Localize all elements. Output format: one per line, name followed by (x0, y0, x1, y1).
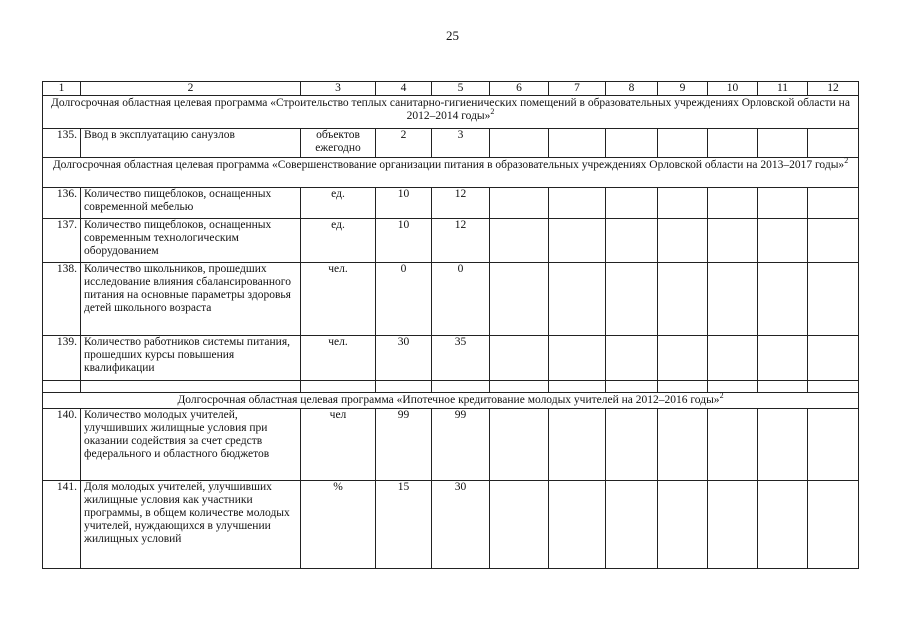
empty-cell (81, 381, 301, 393)
column-header: 6 (490, 82, 549, 96)
column-header: 1 (43, 82, 81, 96)
empty-cell (758, 481, 808, 569)
empty-cell (376, 381, 432, 393)
indicator-name: Количество школьников, прошедших исследование влияния сбалансированного питания на основные параметры здоровья детей школьного возраста (81, 263, 301, 336)
page-number: 25 (446, 28, 459, 43)
column-header: 7 (549, 82, 606, 96)
unit-cell: чел. (301, 263, 376, 336)
empty-cell (490, 336, 549, 381)
empty-cell (658, 381, 708, 393)
empty-cell (490, 263, 549, 336)
row-number: 140. (43, 409, 81, 481)
empty-cell (490, 219, 549, 263)
empty-cell (490, 381, 549, 393)
empty-cell (606, 263, 658, 336)
row-number: 139. (43, 336, 81, 381)
value-col5: 99 (432, 409, 490, 481)
empty-cell (708, 409, 758, 481)
empty-cell (606, 481, 658, 569)
empty-cell (758, 381, 808, 393)
empty-cell (658, 409, 708, 481)
table-row (43, 188, 859, 219)
empty-cell (758, 188, 808, 219)
program-title: Долгосрочная областная целевая программа «Ипотечное кредитование молодых учителей на 2012–2016 годы»$^2$ (43, 393, 859, 409)
indicator-name: Количество пищеблоков, оснащенных современным технологическим оборудованием (81, 219, 301, 263)
row-number: 137. (43, 219, 81, 263)
empty-cell (606, 381, 658, 393)
indicator-name: Количество работников системы питания, прошедших курсы повышения квалификации (81, 336, 301, 381)
row-number: 141. (43, 481, 81, 569)
empty-cell (808, 188, 859, 219)
empty-cell (758, 263, 808, 336)
value-col4: 10 (376, 219, 432, 263)
empty-cell (490, 409, 549, 481)
value-col4: 0 (376, 263, 432, 336)
value-col4: 2 (376, 129, 432, 158)
column-header: 8 (606, 82, 658, 96)
empty-cell (758, 129, 808, 158)
empty-cell (808, 219, 859, 263)
table-row (43, 219, 859, 263)
empty-cell (708, 219, 758, 263)
indicator-name: Количество молодых учителей, улучшивших жилищные условия при оказании содействия за счет средств федерального и областного бюджетов (81, 409, 301, 481)
empty-cell (708, 336, 758, 381)
empty-cell (490, 129, 549, 158)
empty-cell (658, 336, 708, 381)
empty-cell (708, 381, 758, 393)
empty-cell (606, 409, 658, 481)
column-header: 12 (808, 82, 859, 96)
empty-cell (606, 188, 658, 219)
column-number-row (43, 82, 859, 96)
program-section-row (43, 158, 859, 188)
value-col5: 30 (432, 481, 490, 569)
value-col5: 3 (432, 129, 490, 158)
empty-cell (549, 381, 606, 393)
empty-cell (549, 188, 606, 219)
column-header: 9 (658, 82, 708, 96)
empty-cell (549, 263, 606, 336)
table-row (43, 409, 859, 481)
empty-cell (808, 263, 859, 336)
value-col5: 0 (432, 263, 490, 336)
spacer-row (43, 381, 859, 393)
empty-cell (758, 336, 808, 381)
indicator-name: Ввод в эксплуатацию санузлов (81, 129, 301, 158)
row-number: 135. (43, 129, 81, 158)
column-header: 5 (432, 82, 490, 96)
row-number: 136. (43, 188, 81, 219)
empty-cell (708, 481, 758, 569)
table-row (43, 263, 859, 336)
program-title: Долгосрочная областная целевая программа «Совершенствование организации питания в образовательных учреждениях Орловской области на 2013–2017 годы»$^2$ (43, 158, 859, 188)
empty-cell (658, 263, 708, 336)
value-col4: 99 (376, 409, 432, 481)
program-section-row (43, 96, 859, 129)
value-col5: 35 (432, 336, 490, 381)
empty-cell (606, 336, 658, 381)
empty-cell (808, 409, 859, 481)
value-col4: 30 (376, 336, 432, 381)
empty-cell (658, 219, 708, 263)
empty-cell (549, 129, 606, 158)
program-section-row (43, 393, 859, 409)
empty-cell (658, 481, 708, 569)
empty-cell (43, 381, 81, 393)
empty-cell (549, 481, 606, 569)
table-row (43, 481, 859, 569)
indicator-name: Количество пищеблоков, оснащенных современной мебелью (81, 188, 301, 219)
footnote-mark: 2 (844, 156, 849, 166)
value-col5: 12 (432, 188, 490, 219)
unit-cell: ед. (301, 219, 376, 263)
empty-cell (606, 129, 658, 158)
table-row (43, 129, 859, 158)
empty-cell (549, 219, 606, 263)
empty-cell (658, 129, 708, 158)
empty-cell (490, 481, 549, 569)
indicator-name: Доля молодых учителей, улучшивших жилищные условия как участники программы, в общем количестве молодых учителей, нуждающихся в улучшении жилищных условий (81, 481, 301, 569)
empty-cell (808, 481, 859, 569)
unit-cell: чел (301, 409, 376, 481)
value-col4: 15 (376, 481, 432, 569)
program-title: Долгосрочная областная целевая программа «Строительство теплых санитарно-гигиенических помещений в образовательных учреждениях Орловской области на 2012–2014 годы»$^2$ (43, 96, 859, 129)
empty-cell (808, 336, 859, 381)
empty-cell (708, 129, 758, 158)
unit-cell: чел. (301, 336, 376, 381)
value-col4: 10 (376, 188, 432, 219)
footnote-mark: 2 (490, 107, 495, 117)
footnote-mark: 2 (719, 391, 724, 401)
unit-cell: ед. (301, 188, 376, 219)
empty-cell (708, 188, 758, 219)
column-header: 10 (708, 82, 758, 96)
unit-cell: объектов ежегодно (301, 129, 376, 158)
empty-cell (758, 219, 808, 263)
empty-cell (490, 188, 549, 219)
empty-cell (301, 381, 376, 393)
empty-cell (549, 409, 606, 481)
column-header: 3 (301, 82, 376, 96)
row-number: 138. (43, 263, 81, 336)
column-header: 2 (81, 82, 301, 96)
table-row (43, 336, 859, 381)
value-col5: 12 (432, 219, 490, 263)
empty-cell (432, 381, 490, 393)
empty-cell (606, 219, 658, 263)
empty-cell (758, 409, 808, 481)
empty-cell (808, 129, 859, 158)
column-header: 11 (758, 82, 808, 96)
empty-cell (708, 263, 758, 336)
empty-cell (808, 381, 859, 393)
indicators-table (42, 81, 859, 569)
unit-cell: % (301, 481, 376, 569)
empty-cell (658, 188, 708, 219)
empty-cell (549, 336, 606, 381)
column-header: 4 (376, 82, 432, 96)
